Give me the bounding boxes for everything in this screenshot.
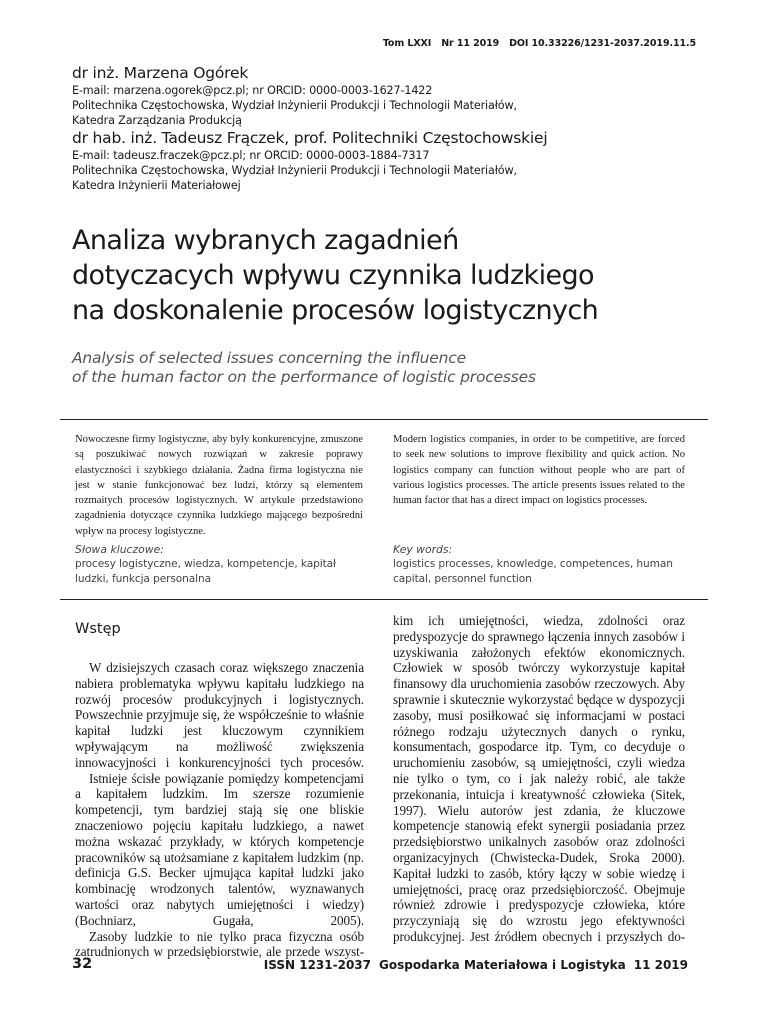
- body-column-left: [75, 660, 364, 960]
- author-contact: E-mail: tadeusz.fraczek@pcz.pl; nr ORCID: 0000-0003-1884-7317: [72, 149, 430, 162]
- author-affiliation: Politechnika Częstochowska, Wydział Inżynierii Produkcji i Technologii Materiałów,: [72, 99, 517, 112]
- author-name: dr hab. inż. Tadeusz Frączek, prof. Politechniki Częstochowskiej: [72, 129, 548, 147]
- keywords-label-english: Key words:: [393, 543, 453, 556]
- running-header: [60, 38, 696, 49]
- body-paragraph: Zasoby ludzkie to nie tylko praca fizyczna osób zatrudnionych w przedsiębiorstwie, ale przede wszyst-: [75, 928, 364, 960]
- article-subtitle: [72, 349, 712, 387]
- page-number: 32: [72, 956, 93, 972]
- body-paragraph: Istnieje ścisłe powiązanie pomiędzy kompetencjami a kapitałem ludzkim. Im szersze rozumienie kompetencji, tym bardziej stają się one bliskie znaczeniowo pojęciu kapitału ludzkiego, a nawet można wskazać przykłady, w których kompetencje pracowników są utożsamiane z kapitałem ludzkim (np. definicja G.S. Becker ujmująca kapitał ludzki jako kombinację wrodzonych talentów, wyznawanych wartości oraz nabytych umiejętności i wiedzy) (Bochniarz, Gugała, 2005).: [75, 770, 364, 928]
- subtitle-line: Analysis of selected issues concerning the influence: [72, 349, 466, 367]
- section-heading: Wstęp: [75, 621, 121, 637]
- abstract-bottom-rule: [60, 599, 708, 600]
- keywords-label-polish: Słowa kluczowe:: [75, 543, 164, 556]
- issue-label: Nr 11 2019: [441, 38, 500, 49]
- abstract-polish: Nowoczesne firmy logistyczne, aby były konkurencyjne, zmuszone są poszukiwać nowych rozwiązań w zakresie poprawy elastyczności i szybkiego działania. Żadna firma logistyczna nie jest w stanie funkcjonować bez ludzi, którzy są elementem rozmaitych procesów logistycznych. W artykule przedstawiono zagadnienia dotyczące czynnika ludzkiego mającego bezpośredni wpływ na procesy logistyczne.: [75, 434, 363, 537]
- author-contact: E-mail: marzena.ogorek@pcz.pl; nr ORCID: 0000-0003-1627-1422: [72, 84, 433, 97]
- author-block-1: [72, 63, 712, 128]
- body-column-right: [393, 613, 685, 945]
- abstract-top-rule: [60, 419, 708, 420]
- author-block-2: [72, 128, 712, 193]
- author-name: dr inż. Marzena Ogórek: [72, 64, 249, 82]
- volume-label: Tom LXXI: [382, 38, 432, 49]
- footer-journal-info: [256, 958, 688, 972]
- title-line: dotyczacych wpływu czynnika ludzkiego: [72, 260, 594, 291]
- author-department: Katedra Inżynierii Materiałowej: [72, 179, 241, 192]
- author-department: Katedra Zarządzania Produkcją: [72, 114, 242, 127]
- doi-label: DOI 10.33226/1231-2037.2019.11.5: [509, 38, 696, 49]
- body-paragraph: W dzisiejszych czasach coraz większego znaczenia nabiera problematyka wpływu kapitału ludzkiego na rozwój procesów produkcyjnych i logistycznych. Powszechnie przyjmuje się, że współcześnie to właśnie kapitał ludzki jest kluczowym czynnikiem wpływającym na możliwość zwiększenia innowacyjności i konkurencyjności tych procesów.: [75, 660, 364, 770]
- footer-issue: 11 2019: [633, 958, 688, 972]
- title-line: Analiza wybranych zagadnień: [72, 225, 459, 256]
- author-affiliation: Politechnika Częstochowska, Wydział Inżynierii Produkcji i Technologii Materiałów,: [72, 164, 517, 177]
- footer-issn: ISSN 1231-2037: [263, 958, 372, 972]
- title-line: na doskonalenie procesów logistycznych: [72, 295, 599, 326]
- article-title: [72, 223, 732, 328]
- abstract-english: Modern logistics companies, in order to be competitive, are forced to seek new solutions to improve flexibility and quick action. No logistics company can function without people who are part of various logistics processes. The article presents issues related to the human factor that has a direct impact on logistics processes.: [393, 434, 685, 507]
- keywords-polish: procesy logistyczne, wiedza, kompetencje, kapitał ludzki, funkcja personalna: [75, 558, 336, 585]
- body-paragraph: kim ich umiejętności, wiedza, zdolności oraz predyspozycje do sprawnego łączenia innych zasobów i uzyskiwania założonych efektów ekonomicznych. Człowiek w sposób twórczy wykorzystuje kapitał finansowy dla uruchomienia zasobów rzeczowych. Aby sprawnie i skutecznie wykorzystać będące w dyspozycji zasoby, musi posiłkować się informacjami w postaci różnego rodzaju użytecznych danych o rynku, konsumentach, gospodarce itp. Tym, co decyduje o uruchomieniu zasobów, są umiejętności, czyli wiedza nie tylko o tym, co i jak należy robić, ale także przekonania, intuicja i kreatywność człowieka (Sitek, 1997). Wielu autorów jest zdania, że kluczowe kompetencje stanowią efekt synergii posiadania przez przedsiębiorstwo unikalnych zasobów oraz zdolności organizacyjnych (Chwistecka-Dudek, Sroka 2000). Kapitał ludzki to zasób, który łączy w sobie wiedzę i umiejętności, pracę oraz przedsiębiorczość. Obejmuje również zdrowie i predyspozycje człowieka, które przyczyniają się do wzrostu jego efektywności produkcyjnej. Jest źródłem obecnych i przyszłych do-: [393, 613, 685, 944]
- keywords-english: logistics processes, knowledge, competences, human capital, personnel function: [393, 558, 673, 585]
- subtitle-line: of the human factor on the performance of logistic processes: [72, 368, 536, 386]
- footer-journal-name: Gospodarka Materiałowa i Logistyka: [379, 958, 626, 972]
